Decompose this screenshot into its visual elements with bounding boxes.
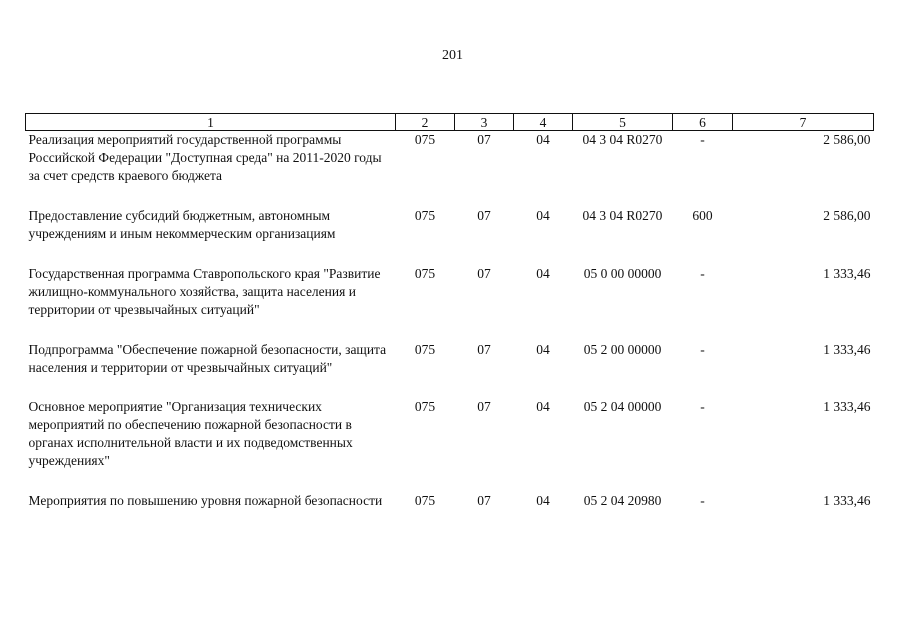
table-row (26, 492, 874, 532)
row-code-3: 07 (477, 132, 491, 147)
row-code-2: 075 (414, 492, 436, 508)
row-code-4: 04 (536, 132, 550, 147)
row-name: Предоставление субсидий бюджетным, автономным учреждениям и иным некоммерческим организациям (28, 207, 336, 241)
table-row (26, 131, 874, 207)
table-row (26, 398, 874, 492)
row-code-2: 075 (414, 132, 436, 147)
column-header: 6 (673, 114, 733, 131)
row-code-2: 075 (414, 207, 436, 223)
row-code-3: 07 (477, 265, 491, 281)
column-header: 7 (733, 114, 874, 131)
row-code-3: 07 (477, 207, 491, 223)
row-code-6: - (700, 398, 705, 414)
row-code-5: 05 2 00 00000 (583, 341, 662, 357)
row-code-4: 04 (536, 398, 550, 414)
row-code-4: 04 (536, 341, 550, 357)
row-amount: 1 333,46 (823, 492, 871, 508)
row-name: Основное мероприятие "Организация технических мероприятий по обеспечению пожарной безопасности в органах исполнительной власти и их подведомственных учреждениях" (28, 398, 353, 468)
row-code-5: 05 2 04 00000 (583, 398, 662, 414)
row-code-6: - (700, 265, 705, 281)
row-amount: 1 333,46 (823, 341, 871, 357)
column-header: 2 (396, 114, 455, 131)
row-code-4: 04 (536, 207, 550, 223)
row-code-2: 075 (414, 398, 436, 414)
row-code-2: 075 (414, 341, 436, 357)
row-amount: 1 333,46 (823, 398, 871, 414)
row-code-6: - (700, 492, 705, 508)
row-code-5: 04 3 04 R0270 (582, 207, 663, 223)
row-code-3: 07 (477, 341, 491, 357)
row-code-4: 04 (536, 492, 550, 508)
table-row (26, 207, 874, 265)
row-name: Мероприятия по повышению уровня пожарной безопасности (28, 492, 383, 508)
column-header: 3 (455, 114, 514, 131)
row-code-6: - (700, 132, 705, 147)
row-code-6: 600 (692, 207, 713, 223)
row-amount: 2 586,00 (823, 207, 871, 223)
row-code-5: 05 0 00 00000 (583, 265, 662, 281)
table-row (26, 265, 874, 341)
row-code-5: 05 2 04 20980 (583, 492, 662, 508)
row-name: Государственная программа Ставропольского края "Развитие жилищно-коммунального хозяйства, защита населения и территории от чрезвычайных ситуаций" (28, 265, 381, 317)
page-number: 201 (442, 48, 463, 63)
row-code-5: 04 3 04 R0270 (582, 132, 663, 147)
row-code-2: 075 (414, 265, 436, 281)
row-code-4: 04 (536, 265, 550, 281)
table-row (26, 341, 874, 398)
row-code-3: 07 (477, 398, 491, 414)
row-amount: 1 333,46 (823, 265, 871, 281)
column-header: 5 (573, 114, 673, 131)
column-header: 4 (514, 114, 573, 131)
table-header-row (26, 114, 874, 131)
row-name: Реализация мероприятий государственной программы Российской Федерации "Доступная среда" на 2011-2020 годы за счет средств краевого бюджета (28, 132, 382, 183)
row-code-3: 07 (477, 492, 491, 508)
row-code-6: - (700, 341, 705, 357)
column-header: 1 (26, 114, 396, 131)
budget-table (25, 113, 874, 532)
row-amount: 2 586,00 (823, 132, 871, 147)
row-name: Подпрограмма "Обеспечение пожарной безопасности, защита населения и территории от чрезвычайных ситуаций" (28, 341, 387, 375)
